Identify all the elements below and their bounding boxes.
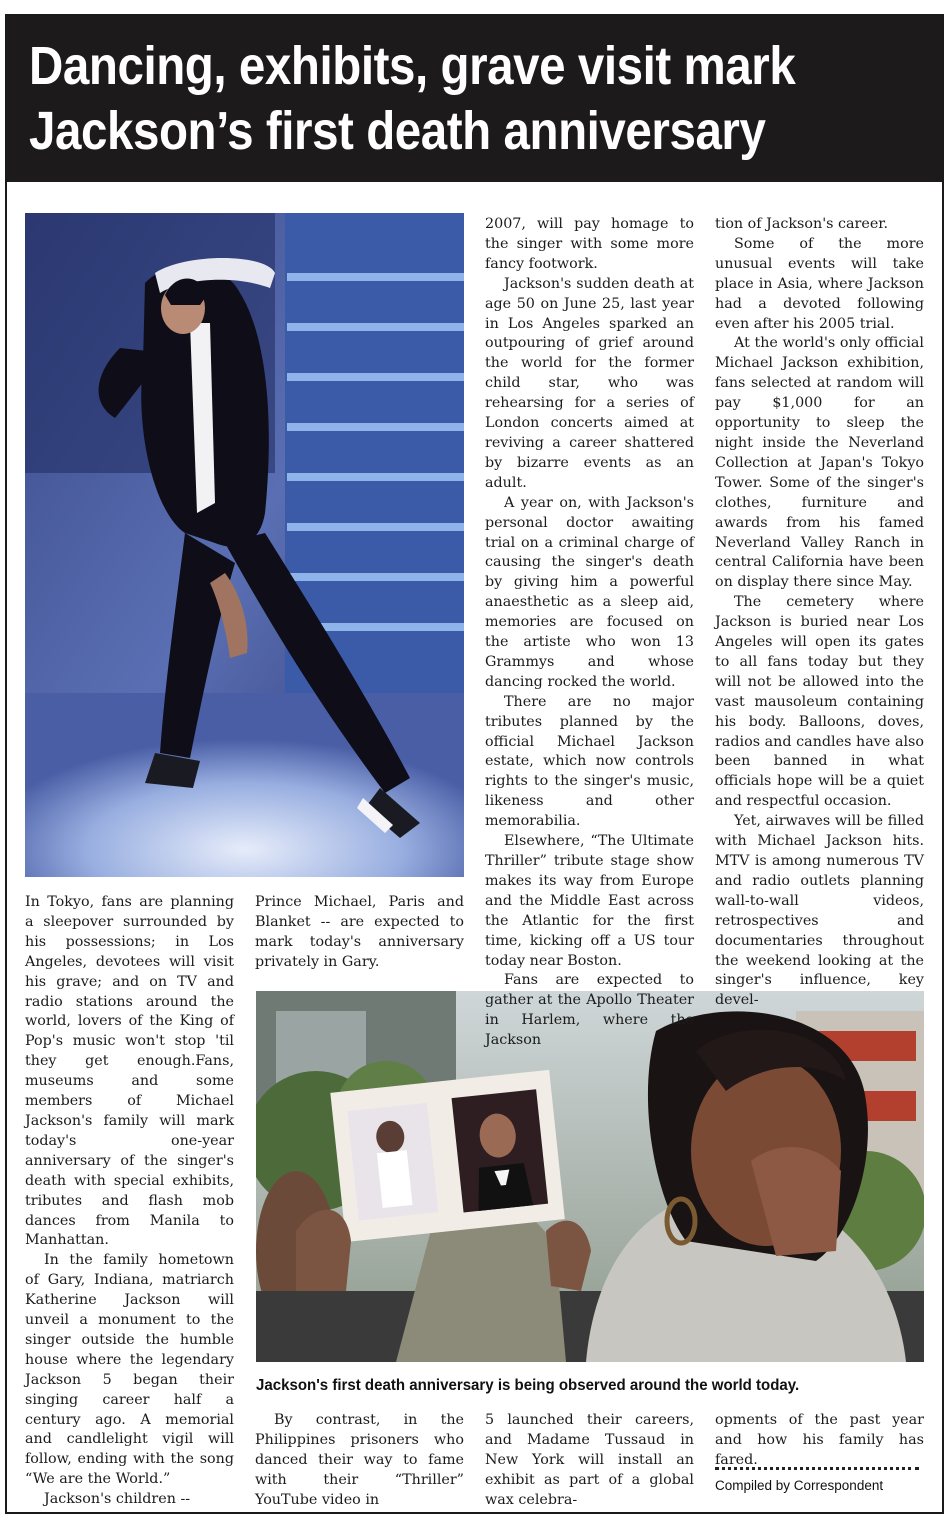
paragraph: The cemetery where Jackson is buried near Los Angeles will open its gates to all fans today but they will not be allowed into the vast mausoleum containing his body. Balloons, doves, radios and candles have also been banned in what officials hope will be a quiet and respectful occasion. [715, 594, 924, 810]
paragraph: In Tokyo, fans are planning a sleepover surrounded by his possessions; in Los Angeles, devotees will visit his grave; and on TV and radio stations around the world, lovers of the King of Pop's music won't stop 'til they get enough.Fans, museums and some members of Michael Jackson's family will mark today's one-year anniversary of the singer's death with special exhibits, tributes and flash mob dances from Manila to Manhattan. [25, 894, 234, 1249]
paragraph: Elsewhere, “The Ultimate Thriller” tribute stage show makes its way from Europe and the Middle East across the Atlantic for the first time, kicking off a US tour today near Boston. [485, 833, 694, 969]
headline-line-1: Dancing, exhibits, grave visit mark [29, 36, 796, 96]
paragraph: There are no major tributes planned by the official Michael Jackson estate, which now controls rights to the singer's music, likeness and other memorabilia. [485, 693, 694, 830]
paragraph: opments of the past year and how his family has fared. [715, 1412, 924, 1468]
paragraph: Jackson's children -- [44, 1491, 191, 1508]
paragraph: By contrast, in the Philippines prisoners who danced their way to fame with their “Thriller” YouTube video in [255, 1412, 464, 1508]
headline-line-2: Jackson’s first death anniversary [29, 101, 766, 161]
paragraph: A year on, with Jackson's personal doctor awaiting trial on a criminal charge of causing the singer's death by giving him a powerful anaesthetic as a sleep aid, memories are focused on the artiste who won 13 Grammys and whose dancing rocked the world. [485, 494, 694, 690]
dancer-photo [25, 213, 464, 877]
dancer-illustration [25, 213, 464, 877]
paragraph: Some of the more unusual events will take place in Asia, where Jackson had a devoted following even after his 2005 trial. [715, 235, 924, 332]
paragraph: Jackson's sudden death at age 50 on June 25, last year in Los Angeles sparked an outpouring of grief around the world for the former child star, who was rehearsing for a series of London concerts aimed at reviving a career shattered by bizarre events as an adult. [485, 275, 694, 491]
article-column-1 [25, 893, 234, 1510]
dotted-divider [715, 1467, 919, 1470]
article-column-2-bottom [255, 1411, 464, 1511]
paragraph: At the world's only official Michael Jackson exhibition, fans selected at random will pay $1,000 for an opportunity to sleep the night inside the Neverland Collection at Japan's Tokyo Tower. Some of the singer's clothes, furniture and awards from his famed Neverland Valley Ranch in central California have been on display there since May. [715, 335, 924, 591]
paragraph: Yet, airwaves will be filled with Michael Jackson hits. MTV is among numerous TV and radio outlets planning wall-to-wall videos, retrospectives and documentaries throughout the weekend looking at the singer's influence, key devel- [715, 813, 924, 1009]
paragraph: Prince Michael, Paris and Blanket -- are expected to mark today's anniversary privately in Gary. [255, 894, 464, 970]
paragraph: In the family hometown of Gary, Indiana, matriarch Katherine Jackson will unveil a monument to the singer outside the humble house where the legendary Jackson 5 began their singing career half a century ago. A memorial and candlelight vigil will follow, ending with the song “We are the World.” [25, 1252, 234, 1488]
paragraph: Fans are expected to gather at the Apollo Theater in Harlem, where the Jackson [485, 972, 694, 1049]
paragraph: 2007, will pay homage to the singer with some more fancy footwork. [485, 216, 694, 272]
headline [29, 34, 795, 164]
author-credit: Compiled by Correspondent [715, 1478, 884, 1493]
photo-caption: Jackson's first death anniversary is being observed around the world today. [256, 1377, 800, 1394]
paragraph: 5 launched their careers, and Madame Tussaud in New York will install an exhibit as part of a global wax celebra- [485, 1412, 694, 1508]
article-column-2-top [255, 893, 464, 973]
article-column-4-bottom [715, 1411, 924, 1471]
article-column-4-top [715, 215, 924, 1011]
paragraph: tion of Jackson's career. [715, 216, 889, 232]
article-column-3-bottom [485, 1411, 694, 1511]
headline-banner [7, 16, 942, 182]
article-column-3-top [485, 215, 694, 1051]
